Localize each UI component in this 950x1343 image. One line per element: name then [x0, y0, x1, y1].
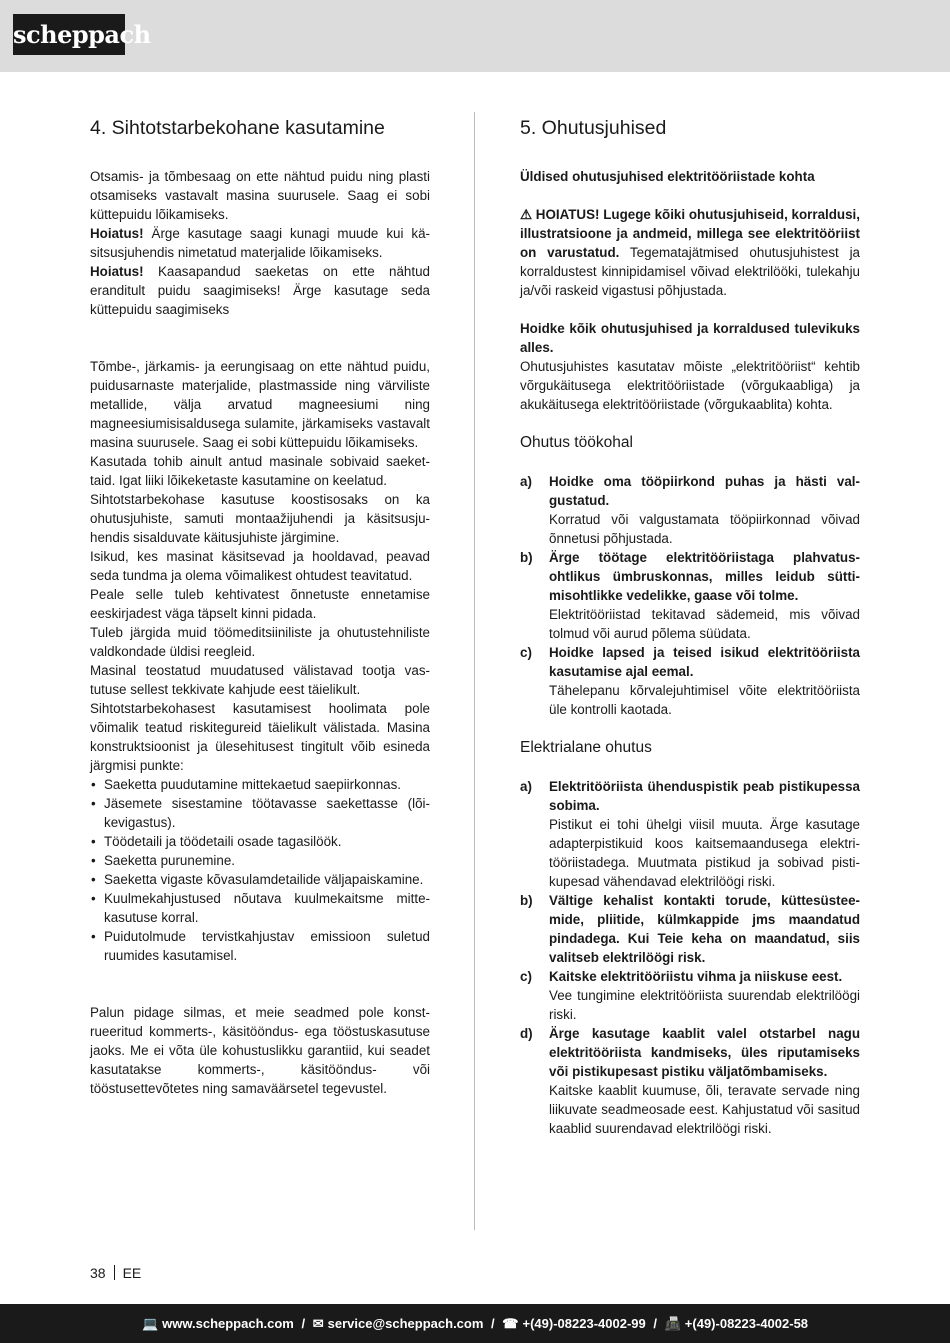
fax-number: +(49)-08223-4002-58	[684, 1316, 809, 1331]
paragraph: Isikud, kes masinat käsitsevad ja hooldavad, peavad seda tundma ja olema võimalikest ohtudest teavitatud.	[90, 549, 430, 583]
paragraph: Tuleb järgida muid töömeditsiiniliste ja ohutustehniliste valdkondade üldisi reegleid.	[90, 625, 430, 659]
right-column	[520, 112, 860, 1138]
list-item: b) Ärge töötage elektritööriistaga plahvatusohtlikus ümbruskonnas, milles leidub süttimisohtlikke vedelikke, gaase või tolme. Elektritööriistad tekitavad sädemeid, mis võivad tolmud või aurud põlema süüdata.	[520, 550, 860, 641]
list-item: a) Elektritööriista ühenduspistik peab pistikupessa sobima. Pistikut ei tohi ühelgi viisil muuta. Ärge kasutage adapterpistikuid koos kaitsemaandusega elektritööriistadega. Muutmata pistikud ja sobivad pistikupesad vähendavad elektrilöögi riski.	[520, 779, 860, 889]
warning-label: Hoiatus!	[90, 264, 144, 279]
list-item: • Kuulmekahjustused nõutava kuulmekaitsme mittekasutuse korral.	[90, 889, 430, 927]
computer-icon: 💻	[141, 1316, 159, 1331]
list-item: • Puidutolmude tervistkahjustav emissioon suletud ruumides kasutamisel.	[90, 927, 430, 965]
phone-icon: ☎	[502, 1316, 519, 1331]
electrical-safety-heading: Elektrialane ohutus	[520, 739, 652, 756]
warning-paragraph: ⚠ HOIATUS! Lugege kõiki ohutusjuhiseid, korraldusi, illustratsioone ja andmeid, millega see elektritööriist on varustatud. Tegematajätmised ohutusjuhistest ja korraldustest kinnipidamisel võivad elektrilööki, tulekahju ja/või raskeid vigastusi põhjustada.	[520, 207, 860, 298]
list-item: a) Hoidke oma tööpiirkond puhas ja hästi valgustatud. Korratud või valgustamata tööpiirkonnad võivad õnnetusi põhjustada.	[520, 474, 860, 546]
paragraph: Masinal teostatud muudatused välistavad tootja vastutuse sellest tekkivate kahjude eest täielikult.	[90, 663, 430, 697]
header-bar	[0, 0, 950, 72]
footer-bar: 💻 www.scheppach.com / ✉ service@scheppach.com / ☎ +(49)-08223-4002-99 / 📠 +(49)-08223-4002-58	[0, 1304, 950, 1343]
fax-icon: 📠	[664, 1316, 681, 1331]
warning-icon: ⚠	[520, 207, 533, 222]
list-item: • Töödetaili ja töödetaili osade tagasilöök.	[90, 832, 430, 851]
paragraph: Tõmbe-, järkamis- ja eerungisaag on ette nähtud puidu, puidusarnaste materjalide, plastmasside ning värviliste metallide, välja arvatud magneesiumi ning magneesiumisisaldusega sulamite, järkamiseks vastavalt masina suurusele. Saag ei sobi küttepuidu lõikamiseks.	[90, 359, 430, 450]
workplace-safety-heading: Ohutus töökohal	[520, 434, 633, 451]
paragraph: Sihtotstarbekohase kasutuse koostisosaks on ka ohutusjuhiste, samuti montaažijuhendi ja käsitsusjuhendis sisalduvate käitusjuhiste järgimine.	[90, 492, 430, 545]
subheading: Üldised ohutusjuhised elektritööriistade kohta	[520, 169, 815, 184]
column-divider	[474, 112, 475, 1230]
paragraph: Ohutusjuhistes kasutatav mõiste „elektritööriist“ kehtib võrgukäitusega elektritööriistade (võrgukaabliga) ja akukäitusega elektritööriistade (võrgukaablita) kohta.	[520, 359, 860, 412]
list-item: b) Vältige kehalist kontakti torude, küttesüsteemide, pliitide, külmkappide jms maandatud pindadega. Kui Teie keha on maandatud, siis valitseb elektrilöögi risk.	[520, 893, 860, 965]
mail-icon: ✉	[312, 1316, 324, 1331]
paragraph: Peale selle tuleb kehtivatest õnnetuste ennetamise eeskirjadest väga täpselt kinni pidada.	[90, 587, 430, 621]
warning-paragraph: Hoiatus! Kaasapandud saeketas on ette nähtud eranditult puidu saagimiseks! Ärge kasutage seda küttepuidu saagimiseks	[90, 264, 430, 317]
list-item: • Saeketta vigaste kõvasulamdetailide väljapaiskamine.	[90, 870, 430, 889]
paragraph: Otsamis- ja tõmbesaag on ette nähtud puidu ning plasti otsamiseks vastavalt masina suurusele. Saag ei sobi küttepuidu lõikamiseks.	[90, 169, 430, 222]
left-column	[90, 112, 430, 1098]
risk-list	[90, 775, 430, 965]
list-item: d) Ärge kasutage kaablit valel otstarbel nagu elektritööriista kandmiseks, üles riputamiseks või pistikupesast pistiku väljatõmbamiseks. Kaitske kaablit kuumuse, õli, teravate servade ning liikuvate seadmeosade eest. Kahjustatud või sasitud kaablid suurendavad elektrilöögi riski.	[520, 1026, 860, 1136]
scheppach-logo: scheppach	[13, 14, 125, 55]
warning-label: Hoiatus!	[90, 226, 144, 241]
list-item: c) Kaitske elektritööriistu vihma ja niiskuse eest. Vee tungimine elektritööriista suurendab elektrilöögi riski.	[520, 969, 860, 1022]
phone-number: +(49)-08223-4002-99	[522, 1316, 646, 1331]
list-item: • Saeketta purunemine.	[90, 851, 430, 870]
section-5-heading: 5. Ohutusjuhised	[520, 117, 667, 139]
list-item: c) Hoidke lapsed ja teised isikud elektritööriista kasutamise ajal eemal. Tähelepanu kõrvalejuhtimisel võite elektritööriista üle kontrolli kaotada.	[520, 645, 860, 717]
language-code: EE	[122, 1265, 142, 1281]
keep-notice: Hoidke kõik ohutusjuhised ja korraldused tulevikuks alles.	[520, 321, 860, 355]
paragraph: Kasutada tohib ainult antud masinale sobivaid saekettaid. Igat liiki lõikeketaste kasutamine on keelatud.	[90, 454, 430, 488]
list-item: • Saeketta puudutamine mittekaetud saepiirkonnas.	[90, 775, 430, 794]
website-link[interactable]: www.scheppach.com	[162, 1316, 294, 1331]
page-number: 38 EE	[90, 1265, 142, 1281]
section-4-heading: 4. Sihtotstarbekohane kasutamine	[90, 117, 385, 139]
email-link[interactable]: service@scheppach.com	[327, 1316, 484, 1331]
paragraph: Palun pidage silmas, et meie seadmed pole konstrueeritud kommerts-, käsitööndus- ega tööstuskasutuse jaoks. Me ei võta üle kohustuslikku garantiid, kui seadet kasutatakse kommerts-, käsitööndus- või tööstusettevõtetes ning samaväärsetel tegevustel.	[90, 1005, 430, 1096]
warning-paragraph: Hoiatus! Ärge kasutage saagi kunagi muude kui käsitsusjuhendis nimetatud materjalide lõikamiseks.	[90, 226, 430, 260]
list-item: • Jäsemete sisestamine töötavasse saekettasse (lõikevigastus).	[90, 794, 430, 832]
paragraph: Sihtotstarbekohasest kasutamisest hoolimata pole võimalik teatud riskitegureid täielikult välistada. Masina konstruktsioonist ja ülesehitusest tingitult võib esineda järgmisi punkte:	[90, 701, 430, 773]
